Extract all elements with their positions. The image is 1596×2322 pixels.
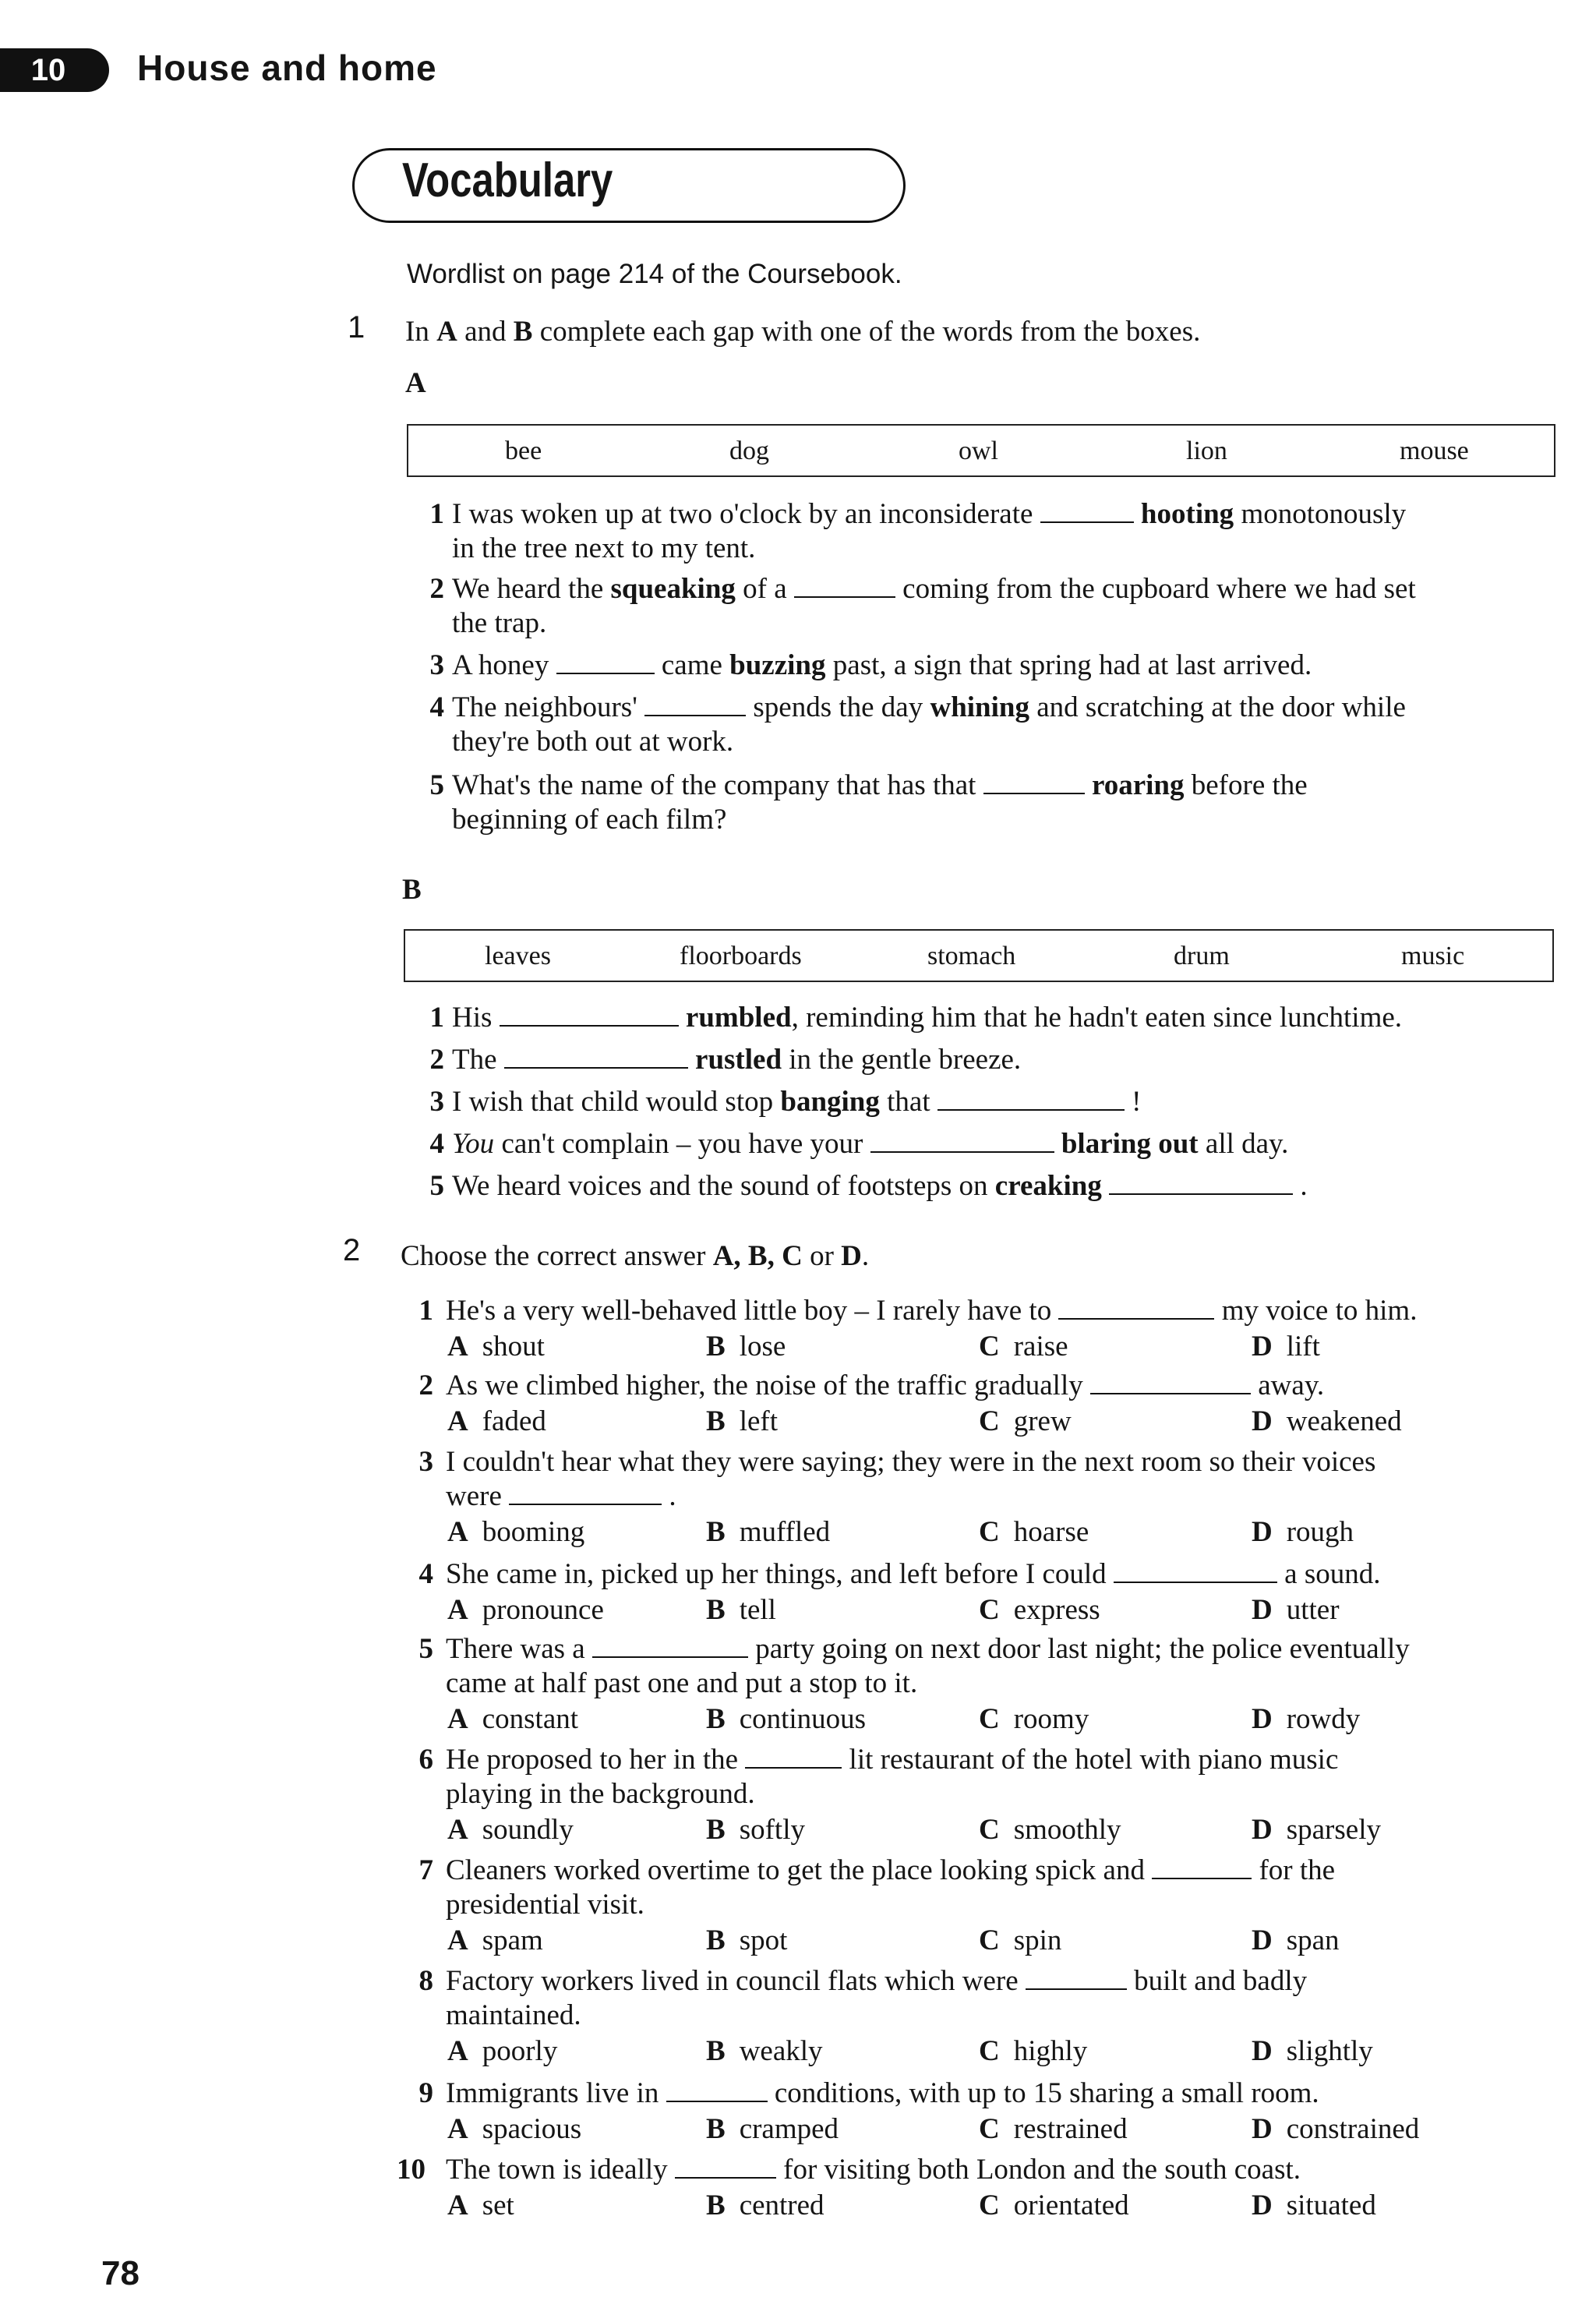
question-text: my voice to him. [1214, 1295, 1418, 1327]
question-text: Cleaners worked overtime to get the place looking spick and [446, 1854, 1153, 1886]
bold-word: hooting [1140, 498, 1234, 530]
question-text: maintained. [446, 1999, 581, 2031]
instruction-letter-a: A [436, 316, 457, 348]
answer-option-d[interactable] [1252, 1924, 1340, 1957]
item-text: I was woken up at two o'clock by an inconsiderate [452, 498, 1040, 530]
answer-option-c[interactable] [979, 2034, 1087, 2068]
item-text: We heard the [452, 573, 611, 605]
part-a-label: A [405, 367, 426, 399]
item-text: before the [1184, 769, 1308, 801]
option-letter: D [1252, 1594, 1273, 1626]
item-number: 5 [429, 1170, 444, 1202]
item-text: coming from the cupboard where we had set [895, 573, 1416, 605]
option-letter: D [1252, 1516, 1273, 1548]
item-number: 3 [429, 1086, 444, 1118]
answer-option-d[interactable] [1252, 1330, 1320, 1363]
item-text: ! [1124, 1086, 1142, 1118]
option-letter: B [706, 1331, 726, 1362]
answer-option-c[interactable] [979, 2189, 1129, 2222]
answer-option-a[interactable] [447, 1593, 604, 1627]
option-text: lift [1286, 1331, 1320, 1362]
answer-option-d[interactable] [1252, 1702, 1360, 1736]
answer-option-c[interactable] [979, 1405, 1072, 1438]
question-text: Factory workers lived in council flats which were [446, 1965, 1026, 1997]
list-item [413, 572, 1559, 641]
answer-option-b[interactable] [706, 2034, 823, 2068]
option-letter: C [979, 2189, 1000, 2221]
section-title: Vocabulary [402, 154, 613, 207]
item-number: 5 [429, 769, 444, 801]
item-text: the trap. [452, 607, 547, 639]
answer-gap[interactable] [1026, 1967, 1127, 1990]
option-letter: B [706, 1703, 726, 1735]
list-item [413, 497, 1559, 566]
item-number: 1 [429, 498, 444, 530]
option-letter: D [1252, 1405, 1273, 1437]
item-number: 4 [429, 1128, 444, 1160]
item-text: can't complain – you have your [494, 1128, 870, 1160]
item-text: in the gentle breeze. [782, 1044, 1022, 1076]
option-letter: C [979, 1516, 1000, 1548]
box-word: stomach [927, 942, 1016, 970]
instruction-text: or [802, 1240, 842, 1272]
option-letter: B [706, 1405, 726, 1437]
item-text: of a [735, 573, 794, 605]
bold-word: rumbled [685, 1002, 792, 1034]
exercise-1-number: 1 [348, 310, 365, 345]
question-text: . [662, 1480, 676, 1512]
item-text: , reminding him that he hadn't eaten since lunchtime. [791, 1002, 1403, 1034]
option-text: span [1286, 1924, 1340, 1956]
question-text: for visiting both London and the south coast. [775, 2154, 1301, 2186]
answer-gap[interactable] [592, 1635, 748, 1658]
answer-gap[interactable] [644, 693, 746, 716]
list-item [413, 649, 1559, 683]
answer-option-c[interactable] [979, 1593, 1100, 1627]
option-text: constrained [1286, 2113, 1420, 2145]
answer-option-d[interactable] [1252, 2189, 1376, 2222]
item-text: past, a sign that spring had at last arrived. [825, 649, 1312, 681]
answer-gap[interactable] [504, 1045, 688, 1069]
list-item [413, 1001, 1559, 1035]
option-text: roomy [1013, 1703, 1089, 1735]
question-number: 3 [418, 1446, 433, 1478]
exercise-2-instruction [401, 1239, 869, 1273]
option-letter: A [447, 1405, 468, 1437]
question-item [405, 1294, 1559, 1328]
part-b-label: B [402, 874, 422, 906]
option-text: poorly [482, 2035, 558, 2067]
option-text: orientated [1013, 2189, 1129, 2221]
option-letter: D [1252, 2189, 1273, 2221]
item-number: 1 [429, 1002, 444, 1034]
question-text: lit restaurant of the hotel with piano music [842, 1744, 1339, 1776]
option-text: spot [739, 1924, 788, 1956]
item-number: 2 [429, 573, 444, 605]
option-text: express [1013, 1594, 1100, 1626]
question-text: a sound. [1276, 1558, 1381, 1590]
item-text: A honey [452, 649, 556, 681]
option-text: spacious [482, 2113, 582, 2145]
answer-option-b[interactable] [706, 1702, 866, 1736]
option-letter: B [706, 2113, 726, 2145]
option-letter: D [1252, 2113, 1273, 2145]
item-text: and scratching at the door while [1029, 691, 1406, 723]
option-letter: C [979, 1703, 1000, 1735]
option-text: weakened [1286, 1405, 1402, 1437]
answer-gap[interactable] [556, 651, 655, 674]
item-text: that [879, 1086, 937, 1118]
question-text: came at half past one and put a stop to it. [446, 1667, 918, 1699]
question-text: I couldn't hear what they were saying; they were in the next room so their voices [446, 1446, 1376, 1478]
item-text: The [452, 1044, 504, 1076]
option-letter: A [447, 1703, 468, 1735]
option-text: raise [1013, 1331, 1068, 1362]
bold-word: banging [780, 1086, 880, 1118]
option-text: muffled [739, 1516, 831, 1548]
option-letter: B [706, 2189, 726, 2221]
option-letter: D [1252, 1924, 1273, 1956]
option-text: cramped [739, 2113, 839, 2145]
instruction-letter-b: B [513, 316, 533, 348]
instruction-letters: A, B, C [712, 1240, 803, 1272]
option-letter: C [979, 2035, 1000, 2067]
question-number: 6 [418, 1744, 433, 1776]
option-text: spam [482, 1924, 543, 1956]
question-number: 10 [397, 2154, 425, 2186]
option-text: softly [739, 1814, 805, 1846]
option-letter: C [979, 1814, 1000, 1846]
page-number: 78 [101, 2254, 139, 2292]
answer-option-c[interactable] [979, 2112, 1128, 2146]
option-text: shout [482, 1331, 545, 1362]
unit-title: House and home [137, 48, 437, 88]
answer-gap[interactable] [1058, 1296, 1214, 1320]
option-text: tell [739, 1594, 776, 1626]
option-letter: B [706, 1594, 726, 1626]
instruction-text: In [405, 316, 437, 348]
question-text: were [446, 1480, 502, 1512]
answer-option-b[interactable] [706, 1405, 778, 1438]
question-item [405, 1369, 1559, 1403]
option-text: weakly [739, 2035, 823, 2067]
question-text: party going on next door last night; the police eventually [747, 1633, 1410, 1665]
list-item [413, 691, 1559, 759]
answer-option-d[interactable] [1252, 2034, 1373, 2068]
answer-option-a[interactable] [447, 1515, 584, 1549]
answer-option-b[interactable] [706, 2112, 839, 2146]
answer-gap[interactable] [983, 771, 1085, 794]
answer-gap[interactable] [666, 2079, 768, 2102]
answer-gap[interactable] [1114, 1560, 1277, 1583]
item-text: monotonously [1234, 498, 1407, 530]
answer-option-b[interactable] [706, 1515, 830, 1549]
answer-option-d[interactable] [1252, 1515, 1354, 1549]
question-text: As we climbed higher, the noise of the traffic gradually [446, 1370, 1090, 1401]
question-text: Immigrants live in [446, 2077, 666, 2109]
option-text: smoothly [1013, 1814, 1121, 1846]
option-letter: A [447, 2189, 468, 2221]
box-word: leaves [485, 942, 551, 970]
question-item [397, 2153, 1559, 2187]
list-item [413, 1085, 1559, 1119]
item-text: all day. [1198, 1128, 1289, 1160]
question-number: 4 [418, 1558, 433, 1590]
answer-option-d[interactable] [1252, 1405, 1402, 1438]
answer-option-d[interactable] [1252, 1593, 1340, 1627]
bold-word: roaring [1091, 769, 1185, 801]
option-letter: B [706, 2035, 726, 2067]
option-letter: A [447, 1924, 468, 1956]
answer-option-a[interactable] [447, 2189, 514, 2222]
question-item [405, 2076, 1559, 2111]
question-number: 8 [418, 1965, 433, 1997]
option-text: booming [482, 1516, 585, 1548]
item-text: beginning of each film? [452, 804, 727, 836]
answer-gap[interactable] [937, 1087, 1125, 1111]
option-letter: B [706, 1516, 726, 1548]
item-text: I wish that child would stop [452, 1086, 781, 1118]
option-text: sparsely [1286, 1814, 1381, 1846]
item-text: . [1293, 1170, 1308, 1202]
option-letter: A [447, 2035, 468, 2067]
answer-gap[interactable] [675, 2155, 776, 2179]
question-item [405, 1445, 1559, 1514]
bold-word: rustled [695, 1044, 782, 1076]
answer-option-d[interactable] [1252, 2112, 1419, 2146]
option-letter: D [1252, 2035, 1273, 2067]
option-text: spin [1013, 1924, 1062, 1956]
answer-option-a[interactable] [447, 1813, 574, 1847]
question-number: 9 [418, 2077, 433, 2109]
question-number: 5 [418, 1633, 433, 1665]
item-text: came [654, 649, 730, 681]
option-letter: C [979, 2113, 1000, 2145]
bold-word: blaring out [1061, 1128, 1199, 1160]
option-letter: A [447, 1516, 468, 1548]
option-text: continuous [739, 1703, 867, 1735]
bold-word: buzzing [729, 649, 826, 681]
question-item [405, 1557, 1559, 1592]
question-text: He proposed to her in the [446, 1744, 746, 1776]
bold-word: whining [930, 691, 1029, 723]
answer-option-a[interactable] [447, 1330, 545, 1363]
option-letter: C [979, 1594, 1000, 1626]
answer-option-c[interactable] [979, 1924, 1061, 1957]
option-text: set [482, 2189, 514, 2221]
box-word: lion [1186, 436, 1227, 465]
box-word: dog [729, 436, 769, 465]
box-word: drum [1174, 942, 1230, 970]
answer-gap[interactable] [1090, 1371, 1251, 1394]
answer-option-a[interactable] [447, 1702, 578, 1736]
question-item [405, 1632, 1559, 1701]
option-text: grew [1013, 1405, 1072, 1437]
option-text: rowdy [1286, 1703, 1361, 1735]
question-number: 1 [418, 1295, 433, 1327]
option-letter: C [979, 1331, 1000, 1362]
wordlist-note: Wordlist on page 214 of the Coursebook. [407, 259, 902, 289]
bold-word: squeaking [610, 573, 736, 605]
item-number: 3 [429, 649, 444, 681]
option-letter: D [1252, 1331, 1273, 1362]
instruction-letter-d: D [841, 1240, 862, 1272]
answer-gap[interactable] [870, 1129, 1054, 1153]
question-text: The town is ideally [446, 2154, 675, 2186]
item-text: The neighbours' [452, 691, 645, 723]
answer-option-d[interactable] [1252, 1813, 1381, 1847]
list-item [413, 1127, 1559, 1161]
instruction-text: Choose the correct answer [401, 1240, 713, 1272]
option-text: soundly [482, 1814, 574, 1846]
option-text: highly [1013, 2035, 1088, 2067]
word-box-a [407, 424, 1555, 477]
option-letter: B [706, 1814, 726, 1846]
option-letter: A [447, 1814, 468, 1846]
answer-option-a[interactable] [447, 1924, 543, 1957]
item-text: What's the name of the company that has that [452, 769, 983, 801]
answer-gap[interactable] [794, 574, 895, 598]
item-number: 4 [429, 691, 444, 723]
item-number: 2 [429, 1044, 444, 1076]
answer-gap[interactable] [1109, 1172, 1293, 1195]
question-item [405, 1964, 1559, 2033]
item-text: We heard voices and the sound of footsteps on [452, 1170, 995, 1202]
answer-option-b[interactable] [706, 1593, 776, 1627]
list-item [413, 1169, 1559, 1203]
answer-option-b[interactable] [706, 1813, 805, 1847]
question-text: built and badly [1126, 1965, 1308, 1997]
question-text: conditions, with up to 15 sharing a small room. [767, 2077, 1319, 2109]
answer-gap[interactable] [1152, 1856, 1252, 1879]
box-word: floorboards [680, 942, 802, 970]
answer-option-c[interactable] [979, 1515, 1089, 1549]
answer-option-b[interactable] [706, 1330, 786, 1363]
box-word: bee [505, 436, 542, 465]
instruction-text: . [861, 1240, 870, 1272]
answer-option-a[interactable] [447, 1405, 546, 1438]
option-text: left [739, 1405, 778, 1437]
option-text: slightly [1286, 2035, 1373, 2067]
option-text: hoarse [1013, 1516, 1089, 1548]
unit-number-badge: 10 [0, 48, 109, 92]
question-text: He's a very well-behaved little boy – I rarely have to [446, 1295, 1059, 1327]
option-text: constant [482, 1703, 579, 1735]
option-text: situated [1286, 2189, 1376, 2221]
question-text: for the [1252, 1854, 1336, 1886]
list-item [413, 769, 1559, 837]
instruction-text: complete each gap with one of the words from the boxes. [532, 316, 1201, 348]
answer-option-b[interactable] [706, 1924, 787, 1957]
italic-word: You [452, 1128, 495, 1160]
item-text: spends the day [746, 691, 930, 723]
option-letter: D [1252, 1703, 1273, 1735]
option-text: centred [739, 2189, 824, 2221]
answer-gap[interactable] [500, 1003, 679, 1027]
word-box-b [404, 929, 1554, 982]
question-text: playing in the background. [446, 1778, 755, 1810]
answer-gap[interactable] [1040, 500, 1134, 523]
question-text: She came in, picked up her things, and left before I could [446, 1558, 1114, 1590]
answer-option-c[interactable] [979, 1702, 1089, 1736]
option-letter: C [979, 1405, 1000, 1437]
question-text: away. [1251, 1370, 1325, 1401]
question-item [405, 1743, 1559, 1811]
question-number: 7 [418, 1854, 433, 1886]
list-item [413, 1043, 1559, 1077]
box-word: mouse [1400, 436, 1469, 465]
box-word: music [1401, 942, 1465, 970]
answer-gap[interactable] [745, 1745, 842, 1769]
option-text: restrained [1013, 2113, 1128, 2145]
item-text: they're both out at work. [452, 726, 734, 758]
answer-option-c[interactable] [979, 1813, 1121, 1847]
option-text: pronounce [482, 1594, 604, 1626]
question-item [405, 1854, 1559, 1922]
option-text: lose [739, 1331, 786, 1362]
option-text: utter [1286, 1594, 1340, 1626]
item-text: His [452, 1002, 500, 1034]
option-letter: A [447, 1331, 468, 1362]
answer-option-a[interactable] [447, 2112, 581, 2146]
exercise-2-number: 2 [343, 1233, 361, 1267]
question-text: presidential visit. [446, 1889, 644, 1921]
instruction-text: and [457, 316, 514, 348]
option-letter: D [1252, 1814, 1273, 1846]
box-word: owl [959, 436, 998, 465]
option-letter: A [447, 1594, 468, 1626]
answer-option-b[interactable] [706, 2189, 824, 2222]
exercise-1-instruction [405, 315, 1200, 348]
question-number: 2 [418, 1370, 433, 1401]
option-letter: B [706, 1924, 726, 1956]
option-text: faded [482, 1405, 546, 1437]
option-letter: A [447, 2113, 468, 2145]
option-text: rough [1286, 1516, 1354, 1548]
bold-word: creaking [994, 1170, 1102, 1202]
question-text: There was a [446, 1633, 592, 1665]
option-letter: C [979, 1924, 1000, 1956]
answer-gap[interactable] [509, 1482, 662, 1505]
answer-option-c[interactable] [979, 1330, 1068, 1363]
item-text: in the tree next to my tent. [452, 532, 756, 564]
answer-option-a[interactable] [447, 2034, 557, 2068]
